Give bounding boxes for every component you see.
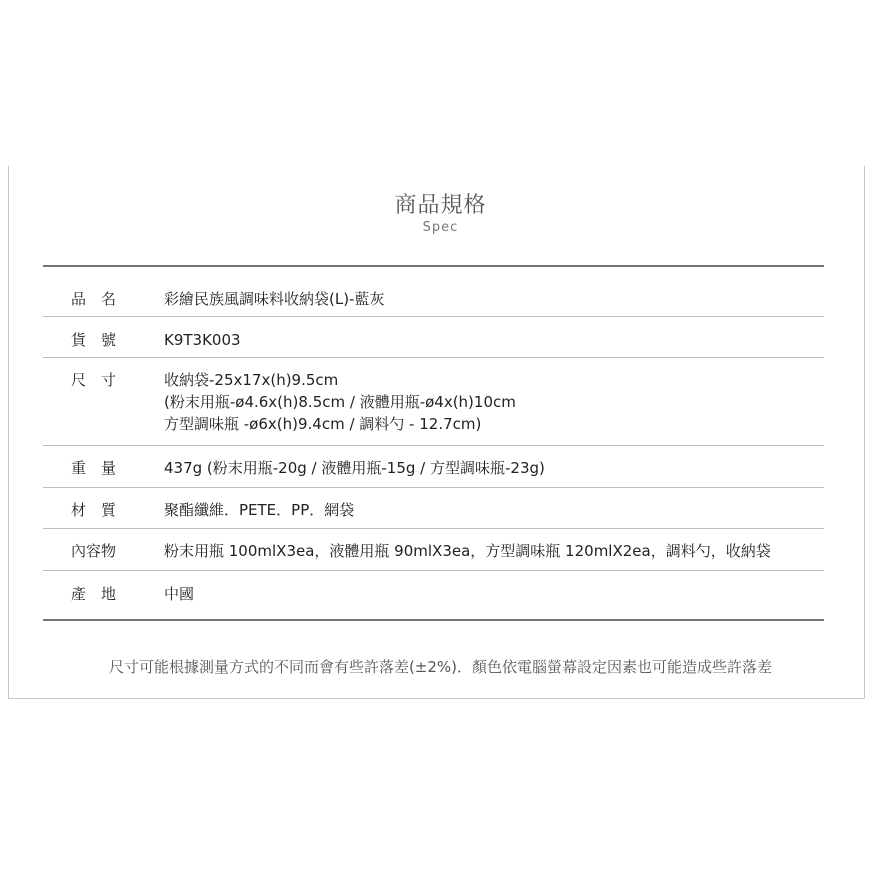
spec-label-sku: 貨 號: [71, 331, 117, 349]
page-title: 商品規格: [394, 193, 487, 218]
disclaimer-note: 尺寸可能根據測量方式的不同而會有些許落差(±2%)．顏色依電腦螢幕設定因素也可能造成些許落差: [108, 658, 773, 676]
spec-row-sku: [43, 317, 824, 358]
spec-value-contents: [164, 540, 824, 562]
spec-value-line: 彩繪民族風調味料收納袋(L)-藍灰: [164, 290, 385, 308]
spec-label-origin: 產 地: [71, 585, 117, 603]
spec-value-line: 中國: [164, 585, 195, 603]
page-subtitle: Spec: [422, 220, 459, 235]
spec-value-origin: [164, 583, 824, 605]
spec-value-line: 方型調味瓶 -ø6x(h)9.4cm / 調料勺 - 12.7cm): [164, 415, 482, 433]
spec-value-line: 聚酯纖維．PETE．PP．網袋: [164, 501, 355, 519]
spec-value-line: (粉末用瓶-ø4.6x(h)8.5cm / 液體用瓶-ø4x(h)10cm: [164, 393, 516, 411]
spec-row-origin: [43, 571, 824, 619]
spec-value-name: [164, 288, 824, 310]
spec-value-sku: [164, 329, 824, 351]
spec-value-weight: [164, 457, 824, 479]
spec-value-line: 收納袋-25x17x(h)9.5cm: [164, 371, 339, 389]
spec-row-weight: [43, 446, 824, 488]
spec-row-size: [43, 358, 824, 446]
spec-label-size: 尺 寸: [71, 371, 117, 389]
spec-value-line: 粉末用瓶 100mlX3ea，液體用瓶 90mlX3ea，方型調味瓶 120mlX2ea，調料勺，收納袋: [164, 542, 771, 560]
spec-row-contents: [43, 529, 824, 571]
spec-label-contents: 內容物: [71, 542, 117, 560]
spec-value-material: [164, 499, 824, 521]
spec-label-weight: 重 量: [71, 459, 117, 477]
spec-value-line: 437g (粉末用瓶-20g / 液體用瓶-15g / 方型調味瓶-23g): [164, 459, 545, 477]
spec-row-material: [43, 488, 824, 529]
spec-row-name: [43, 267, 824, 317]
spec-label-material: 材 質: [71, 501, 117, 519]
spec-value-size: [164, 369, 824, 435]
spec-table: [43, 265, 824, 621]
spec-value-line: K9T3K003: [164, 331, 241, 349]
spec-label-name: 品 名: [71, 290, 117, 308]
